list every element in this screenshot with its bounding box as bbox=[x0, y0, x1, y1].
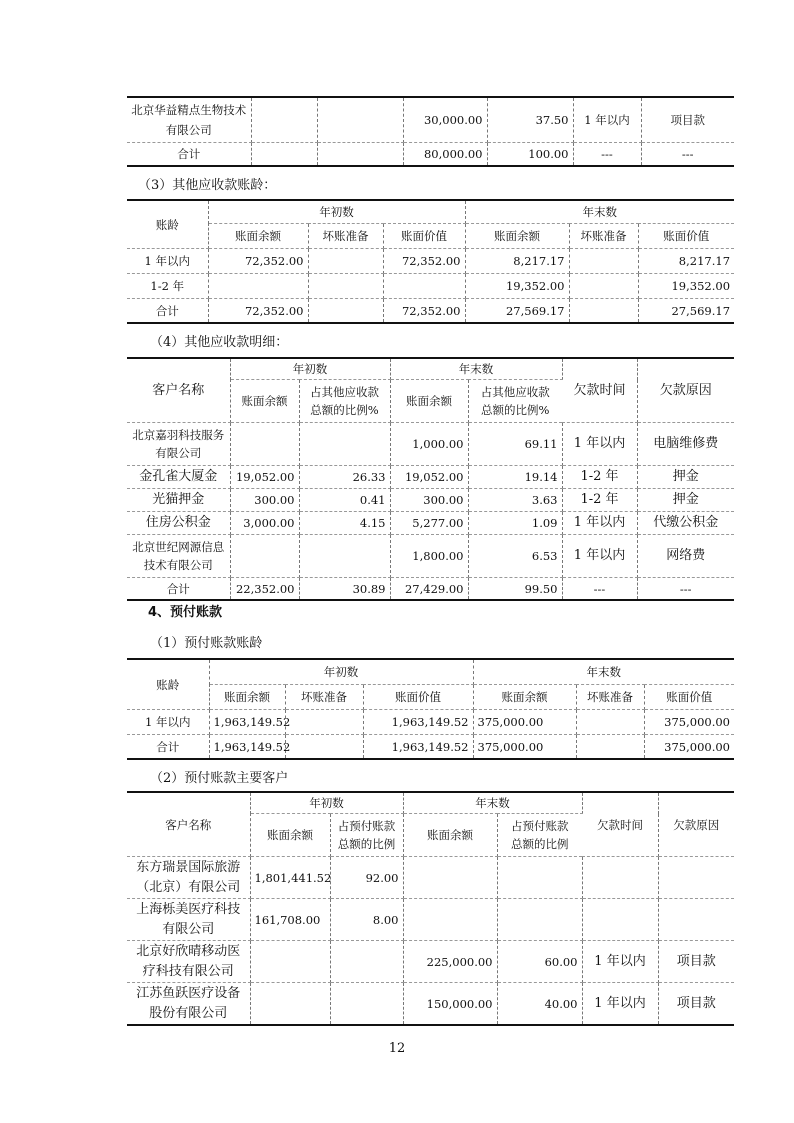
customer-name bbox=[127, 941, 250, 983]
header-row bbox=[127, 200, 734, 224]
value-cell: 26.33 bbox=[299, 466, 390, 489]
time-cell: 1 年以内 bbox=[562, 535, 637, 578]
reason-cell: 项目款 bbox=[641, 97, 734, 143]
value-cell bbox=[250, 983, 330, 1026]
ratio-cell: 100.00 bbox=[487, 143, 573, 167]
value-cell: 150,000.00 bbox=[403, 983, 497, 1026]
customer-name-line2: （北京）有限公司 bbox=[136, 879, 241, 895]
value-cell: 92.00 bbox=[330, 857, 403, 899]
table-row bbox=[127, 423, 734, 466]
time-cell: 1 年以内 bbox=[562, 423, 637, 466]
header-value: 账面价值 bbox=[644, 685, 734, 710]
reason-cell: 押金 bbox=[637, 489, 734, 512]
value-cell: 19,352.00 bbox=[465, 274, 569, 299]
value-cell: 1,963,149.52 bbox=[363, 735, 473, 760]
section-caption-prepayment-customers: （2）预付账款主要客户 bbox=[150, 771, 289, 786]
value-cell: 300.00 bbox=[390, 489, 468, 512]
value-cell: 69.11 bbox=[468, 423, 562, 466]
table-row bbox=[127, 489, 734, 512]
table-row bbox=[127, 899, 734, 941]
value-cell bbox=[497, 899, 582, 941]
time-cell: --- bbox=[573, 143, 641, 167]
value-cell: 6.53 bbox=[468, 535, 562, 578]
value-cell: 60.00 bbox=[497, 941, 582, 983]
value-cell: 1,963,149.52 bbox=[209, 710, 285, 735]
customer-name: 光猫押金 bbox=[127, 489, 230, 512]
header-end: 年末数 bbox=[390, 358, 562, 380]
amount-cell: 80,000.00 bbox=[403, 143, 487, 167]
header-value: 账面价值 bbox=[363, 685, 473, 710]
value-cell: 19.14 bbox=[468, 466, 562, 489]
value-cell: 375,000.00 bbox=[473, 735, 576, 760]
reason-cell: 项目款 bbox=[676, 995, 716, 1011]
age-cell: 1 年以内 bbox=[127, 710, 209, 735]
header-provision: 坏账准备 bbox=[576, 685, 644, 710]
value-cell: 1,801,441.52 bbox=[250, 857, 330, 899]
table-row bbox=[127, 466, 734, 489]
reason-cell: --- bbox=[679, 581, 692, 596]
header-balance: 账面余额 bbox=[230, 380, 299, 423]
time-cell: --- bbox=[562, 578, 637, 601]
value-cell: 19,052.00 bbox=[230, 466, 299, 489]
value-cell bbox=[569, 249, 638, 274]
customer-name: 北京嘉羽科技服务有限公司 bbox=[127, 423, 230, 466]
header-provision: 坏账准备 bbox=[308, 224, 383, 249]
header-ratio bbox=[299, 380, 390, 423]
time-cell: 1-2 年 bbox=[562, 489, 637, 512]
value-cell bbox=[569, 274, 638, 299]
age-cell: 1-2 年 bbox=[127, 274, 208, 299]
reason-cell bbox=[658, 857, 734, 899]
header-customer: 客户名称 bbox=[127, 358, 230, 423]
customer-name: 金孔雀大厦金 bbox=[127, 466, 230, 489]
customer-name: 住房公积金 bbox=[127, 512, 230, 535]
header-begin: 年初数 bbox=[230, 358, 390, 380]
header-begin: 年初数 bbox=[209, 659, 473, 685]
value-cell bbox=[308, 274, 383, 299]
header-ratio bbox=[497, 814, 582, 857]
reason-cell: 电脑维修费 bbox=[637, 423, 734, 466]
value-cell bbox=[285, 710, 363, 735]
time-cell bbox=[582, 857, 658, 899]
value-cell bbox=[308, 249, 383, 274]
value-cell: 161,708.00 bbox=[250, 899, 330, 941]
header-age: 账龄 bbox=[127, 200, 208, 249]
time-cell bbox=[582, 899, 658, 941]
value-cell: 1,000.00 bbox=[390, 423, 468, 466]
section-caption-prepayment-aging: （1）预付账款账龄 bbox=[150, 636, 263, 651]
value-cell: 1.09 bbox=[468, 512, 562, 535]
header-ratio-line1: 占其他应收款 bbox=[480, 385, 550, 399]
value-cell: 0.41 bbox=[299, 489, 390, 512]
table-row bbox=[127, 249, 734, 274]
table-prepayment-aging bbox=[127, 658, 734, 760]
section-caption-3: （3）其他应收款账龄： bbox=[138, 178, 277, 193]
header-balance: 账面余额 bbox=[208, 224, 308, 249]
value-cell: 1,800.00 bbox=[390, 535, 468, 578]
value-cell: 3,000.00 bbox=[230, 512, 299, 535]
value-cell bbox=[308, 299, 383, 324]
table-row bbox=[127, 97, 734, 143]
customer-name-line1: 北京好欣晴移动医 bbox=[136, 943, 241, 959]
customer-name-line1: 上海栎美医疗科技 bbox=[136, 901, 241, 917]
header-balance: 账面余额 bbox=[390, 380, 468, 423]
value-cell bbox=[330, 941, 403, 983]
header-ratio bbox=[468, 380, 562, 423]
value-cell: 8.00 bbox=[330, 899, 403, 941]
value-cell bbox=[403, 857, 497, 899]
table-receivable-continuation bbox=[127, 96, 734, 167]
reason-cell: 代缴公积金 bbox=[637, 512, 734, 535]
value-cell bbox=[403, 899, 497, 941]
header-begin: 年初数 bbox=[208, 200, 465, 224]
header-time: 欠款时间 bbox=[562, 358, 637, 423]
table-row bbox=[127, 274, 734, 299]
table-other-receivable-detail bbox=[127, 357, 734, 601]
value-cell: 375,000.00 bbox=[644, 710, 734, 735]
reason-cell: 押金 bbox=[637, 466, 734, 489]
customer-name bbox=[127, 857, 250, 899]
value-cell: 99.50 bbox=[468, 578, 562, 601]
value-cell: 30.89 bbox=[299, 578, 390, 601]
table-row bbox=[127, 941, 734, 983]
value-cell: 5,277.00 bbox=[390, 512, 468, 535]
value-cell: 72,352.00 bbox=[383, 249, 465, 274]
value-cell: 3.63 bbox=[468, 489, 562, 512]
value-cell: 225,000.00 bbox=[403, 941, 497, 983]
value-cell bbox=[299, 535, 390, 578]
header-row bbox=[127, 792, 734, 814]
header-value: 账面价值 bbox=[638, 224, 734, 249]
value-cell: 40.00 bbox=[497, 983, 582, 1026]
total-label: 合计 bbox=[127, 299, 208, 324]
header-balance: 账面余额 bbox=[209, 685, 285, 710]
value-cell bbox=[230, 535, 299, 578]
customer-name-line2: 股份有限公司 bbox=[149, 1005, 228, 1021]
header-ratio-line2: 总额的比例 bbox=[337, 837, 396, 851]
header-begin: 年初数 bbox=[250, 792, 403, 814]
value-cell: 72,352.00 bbox=[383, 299, 465, 324]
value-cell bbox=[497, 857, 582, 899]
table-other-receivable-aging bbox=[127, 199, 734, 324]
header-balance: 账面余额 bbox=[403, 814, 497, 857]
table-row bbox=[127, 857, 734, 899]
time-cell: 1 年以内 bbox=[582, 983, 658, 1026]
table-row bbox=[127, 535, 734, 578]
value-cell bbox=[250, 941, 330, 983]
cell bbox=[317, 143, 403, 167]
header-row bbox=[127, 224, 734, 249]
age-cell: 1 年以内 bbox=[127, 249, 208, 274]
time-cell: 1 年以内 bbox=[573, 97, 641, 143]
customer-name bbox=[127, 983, 250, 1026]
cell bbox=[251, 97, 317, 143]
ratio-cell: 37.50 bbox=[487, 97, 573, 143]
header-ratio bbox=[330, 814, 403, 857]
customer-name: 北京世纪网源信息技术有限公司 bbox=[127, 535, 230, 578]
reason-cell: --- bbox=[681, 147, 694, 161]
table-row bbox=[127, 710, 734, 735]
total-label: 合计 bbox=[127, 578, 230, 601]
header-ratio-line2: 总额的比例 bbox=[511, 837, 569, 851]
table-row bbox=[127, 983, 734, 1026]
table-prepayment-customers bbox=[127, 791, 734, 1026]
value-cell: 4.15 bbox=[299, 512, 390, 535]
header-reason: 欠款原因 bbox=[658, 792, 734, 857]
header-value: 账面价值 bbox=[383, 224, 465, 249]
customer-name-line2: 疗科技有限公司 bbox=[142, 963, 234, 979]
value-cell: 8,217.17 bbox=[638, 249, 734, 274]
value-cell: 19,352.00 bbox=[638, 274, 734, 299]
header-row bbox=[127, 358, 734, 380]
table-row-total bbox=[127, 143, 734, 167]
header-reason: 欠款原因 bbox=[637, 358, 734, 423]
header-end: 年末数 bbox=[465, 200, 734, 224]
header-ratio-line1: 占预付账款 bbox=[337, 819, 396, 833]
header-ratio-line1: 占其他应收款 bbox=[310, 385, 379, 399]
value-cell: 72,352.00 bbox=[208, 249, 308, 274]
value-cell bbox=[330, 983, 403, 1026]
cell bbox=[251, 143, 317, 167]
customer-name-line1: 东方瑞景国际旅游 bbox=[136, 859, 241, 875]
customer-name-line2: 有限公司 bbox=[162, 921, 215, 937]
time-cell: 1 年以内 bbox=[562, 512, 637, 535]
value-cell: 27,429.00 bbox=[390, 578, 468, 601]
total-label: 合计 bbox=[127, 735, 209, 760]
header-balance: 账面余额 bbox=[465, 224, 569, 249]
value-cell bbox=[569, 299, 638, 324]
page-number: 12 bbox=[388, 1041, 406, 1056]
value-cell: 19,052.00 bbox=[390, 466, 468, 489]
value-cell: 300.00 bbox=[230, 489, 299, 512]
reason-cell: 网络费 bbox=[637, 535, 734, 578]
value-cell: 1,963,149.52 bbox=[363, 710, 473, 735]
header-time: 欠款时间 bbox=[582, 792, 658, 857]
value-cell: 27,569.17 bbox=[465, 299, 569, 324]
header-row bbox=[127, 659, 734, 685]
table-row-total bbox=[127, 735, 734, 760]
table-row-total bbox=[127, 578, 734, 601]
customer-name: 北京华益精点生物技术有限公司 bbox=[127, 97, 251, 143]
reason-cell bbox=[658, 899, 734, 941]
value-cell bbox=[576, 710, 644, 735]
total-label: 合计 bbox=[127, 143, 251, 167]
value-cell: 375,000.00 bbox=[473, 710, 576, 735]
table-row-total bbox=[127, 299, 734, 324]
value-cell bbox=[383, 274, 465, 299]
header-balance: 账面余额 bbox=[473, 685, 576, 710]
section-caption-4: （4）其他应收款明细： bbox=[150, 335, 289, 350]
value-cell bbox=[299, 423, 390, 466]
value-cell bbox=[285, 735, 363, 760]
header-ratio-line2: 总额的比例% bbox=[310, 403, 379, 417]
value-cell: 1,963,149.52 bbox=[209, 735, 285, 760]
header-ratio-line1: 占预付账款 bbox=[511, 819, 569, 833]
header-row bbox=[127, 685, 734, 710]
header-age: 账龄 bbox=[127, 659, 209, 710]
value-cell bbox=[208, 274, 308, 299]
cell bbox=[317, 97, 403, 143]
value-cell bbox=[576, 735, 644, 760]
customer-name-line1: 江苏鱼跃医疗设备 bbox=[136, 985, 241, 1001]
header-customer: 客户名称 bbox=[127, 792, 250, 857]
header-provision: 坏账准备 bbox=[569, 224, 638, 249]
customer-name bbox=[127, 899, 250, 941]
amount-cell: 30,000.00 bbox=[403, 97, 487, 143]
value-cell: 27,569.17 bbox=[671, 303, 731, 318]
value-cell bbox=[230, 423, 299, 466]
section-heading-prepayments: 4、预付账款 bbox=[148, 605, 223, 620]
value-cell: 72,352.00 bbox=[208, 299, 308, 324]
time-cell: 1-2 年 bbox=[562, 466, 637, 489]
header-end: 年末数 bbox=[403, 792, 582, 814]
reason-cell: 项目款 bbox=[658, 941, 734, 983]
value-cell: 8,217.17 bbox=[465, 249, 569, 274]
header-provision: 坏账准备 bbox=[285, 685, 363, 710]
value-cell: 375,000.00 bbox=[664, 739, 731, 754]
header-end: 年末数 bbox=[473, 659, 734, 685]
time-cell: 1 年以内 bbox=[582, 941, 658, 983]
header-balance: 账面余额 bbox=[250, 814, 330, 857]
header-ratio-line2: 总额的比例% bbox=[481, 403, 550, 417]
table-row bbox=[127, 512, 734, 535]
value-cell: 22,352.00 bbox=[230, 578, 299, 601]
